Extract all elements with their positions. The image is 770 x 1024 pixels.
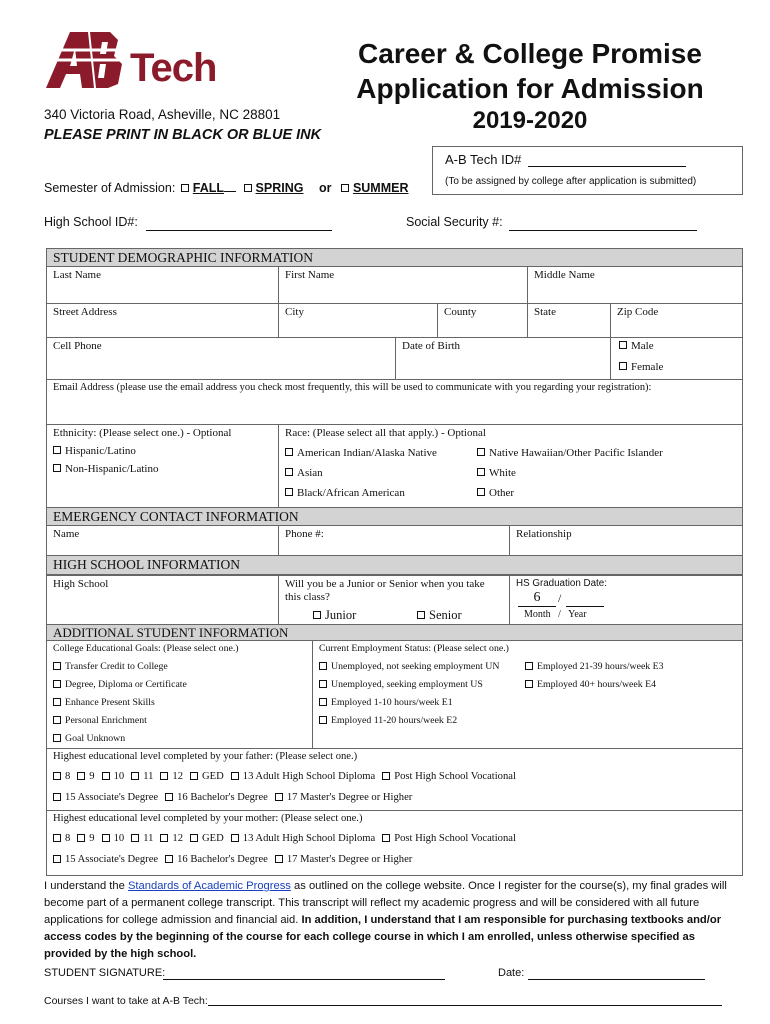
employment-e1-option[interactable]: [319, 697, 453, 708]
goal-personal-label: Personal Enrichment: [65, 715, 147, 726]
father-level-option[interactable]: [77, 771, 94, 782]
high-school-name-field[interactable]: [46, 575, 279, 625]
graduation-month-field[interactable]: 6: [518, 590, 556, 607]
goal-degree-label: Degree, Diploma or Certificate: [65, 679, 187, 690]
mother-level-label: 16 Bachelor's Degree: [177, 854, 268, 865]
goal-degree-checkbox[interactable]: [53, 680, 61, 688]
employment-us-label: Unemployed, seeking employment US: [331, 679, 483, 690]
emergency-relationship-label: Relationship: [516, 528, 572, 540]
mother-level-checkbox[interactable]: [53, 834, 61, 842]
mother-level-option[interactable]: [165, 854, 268, 865]
junior-option[interactable]: [313, 608, 356, 623]
high-school-id-field[interactable]: [146, 216, 332, 231]
employment-e3-option[interactable]: [525, 661, 664, 672]
middle-name-field[interactable]: [527, 266, 743, 304]
father-levels-row2: [53, 792, 419, 803]
form-title-line1: Career & College Promise: [358, 38, 702, 69]
employment-e2-option[interactable]: [319, 715, 457, 726]
mother-level-option[interactable]: [231, 833, 375, 844]
female-label: Female: [631, 361, 664, 373]
demographic-section-header: STUDENT DEMOGRAPHIC INFORMATION: [46, 248, 743, 267]
fall-label: FALL: [192, 181, 225, 195]
summer-checkbox[interactable]: [341, 184, 349, 192]
middle-name-label: Middle Name: [534, 269, 595, 281]
other-race-option[interactable]: [477, 487, 514, 499]
college-id-label: A-B Tech ID#: [445, 152, 522, 167]
graduation-date-slash: /: [558, 591, 562, 605]
female-checkbox[interactable]: [619, 362, 627, 370]
mother-levels-row2: [53, 854, 419, 865]
hawaiian-label: Native Hawaiian/Other Pacific Islander: [489, 447, 663, 459]
employment-e2-checkbox[interactable]: [319, 716, 327, 724]
first-name-label: First Name: [285, 269, 335, 281]
grade-level-cell: [278, 575, 510, 625]
father-level-checkbox[interactable]: [231, 772, 239, 780]
employment-e4-option[interactable]: [525, 679, 656, 690]
ethnicity-cell: [46, 424, 279, 508]
goal-skills-label: Enhance Present Skills: [65, 697, 155, 708]
ssn-field[interactable]: [509, 216, 697, 231]
additional-section-header: ADDITIONAL STUDENT INFORMATION: [46, 624, 743, 641]
county-label: County: [444, 306, 477, 318]
father-level-label: 11: [143, 771, 154, 782]
date-field[interactable]: [528, 968, 705, 980]
goal-skills-option[interactable]: [53, 697, 155, 708]
college-id-note: (To be assigned by college after application is submitted): [445, 176, 697, 187]
father-level-label: 16 Bachelor's Degree: [177, 792, 268, 803]
mother-level-checkbox[interactable]: [53, 855, 61, 863]
father-level-option[interactable]: [102, 771, 125, 782]
mother-level-option[interactable]: [382, 833, 516, 844]
father-level-option[interactable]: [53, 792, 158, 803]
white-checkbox[interactable]: [477, 468, 485, 476]
father-level-checkbox[interactable]: [53, 793, 61, 801]
emergency-relationship-field[interactable]: [509, 525, 743, 556]
graduation-date-hints: Month / Year: [524, 609, 587, 620]
agreement-text-1: I understand the: [44, 880, 125, 892]
race-cell: [278, 424, 743, 508]
goal-personal-option[interactable]: [53, 715, 147, 726]
email-field[interactable]: [46, 379, 743, 425]
summer-label: SUMMER: [352, 181, 409, 195]
junior-label: Junior: [325, 608, 357, 622]
mother-education-cell: [46, 810, 743, 876]
father-level-label: 17 Master's Degree or Higher: [286, 792, 413, 803]
white-label: White: [489, 467, 516, 479]
white-option[interactable]: [477, 467, 516, 479]
mother-level-label: 15 Associate's Degree: [65, 854, 159, 865]
employment-e2-label: Employed 11-20 hours/week E2: [331, 715, 458, 726]
city-field[interactable]: [278, 303, 438, 338]
emergency-name-label: Name: [53, 528, 80, 540]
goal-transfer-label: Transfer Credit to College: [65, 661, 168, 672]
courses-label: Courses I want to take at A-B Tech:: [44, 995, 208, 1007]
employment-e1-checkbox[interactable]: [319, 698, 327, 706]
mother-level-label: 13 Adult High School Diploma: [242, 833, 376, 844]
first-name-field[interactable]: [278, 266, 528, 304]
asian-label: Asian: [297, 467, 323, 479]
father-education-label: Highest educational level completed by your father: (Please select one.): [53, 751, 358, 762]
asian-option[interactable]: [285, 467, 323, 479]
emergency-name-field[interactable]: [46, 525, 279, 556]
month-hint: Month: [524, 609, 551, 620]
mother-level-option[interactable]: [190, 833, 224, 844]
father-level-option[interactable]: [382, 771, 516, 782]
graduation-date-cell: [509, 575, 743, 625]
male-checkbox[interactable]: [619, 341, 627, 349]
father-level-checkbox[interactable]: [382, 772, 390, 780]
mother-level-option[interactable]: [102, 833, 125, 844]
father-level-label: Post High School Vocational: [394, 771, 516, 782]
mother-education-label: Highest educational level completed by your mother: (Please select one.): [53, 813, 363, 824]
non-hispanic-checkbox[interactable]: [53, 464, 61, 472]
american-indian-label: American Indian/Alaska Native: [297, 447, 437, 459]
goal-skills-checkbox[interactable]: [53, 698, 61, 706]
or-label: or: [318, 181, 332, 195]
non-hispanic-label: Non-Hispanic/Latino: [65, 463, 159, 475]
mother-level-label: 17 Master's Degree or Higher: [286, 854, 413, 865]
father-level-checkbox[interactable]: [53, 772, 61, 780]
employment-e3-checkbox[interactable]: [525, 662, 533, 670]
employment-e4-checkbox[interactable]: [525, 680, 533, 688]
employment-cell: [312, 640, 743, 749]
father-level-label: 10: [113, 771, 125, 782]
father-level-option[interactable]: [231, 771, 375, 782]
graduation-year-field[interactable]: [566, 590, 604, 607]
agreement-text-2: as outlined on the college website. Once I register for the course(s), my final grades will become part of a permanent college transcript. This transcript will reflect my academic progress and will be considered with all future applications for college admission and financial aid.: [44, 880, 727, 926]
mother-level-label: 9: [89, 833, 95, 844]
mother-levels-row1: [53, 833, 523, 844]
year-hint: Year: [568, 609, 587, 620]
father-level-option[interactable]: [275, 792, 412, 803]
mother-level-checkbox[interactable]: [190, 834, 198, 842]
hispanic-checkbox[interactable]: [53, 446, 61, 454]
spring-label: SPRING: [255, 181, 304, 195]
hispanic-label: Hispanic/Latino: [65, 445, 136, 457]
mother-level-option[interactable]: [53, 833, 70, 844]
signature-field[interactable]: [163, 968, 445, 980]
courses-field[interactable]: [208, 995, 722, 1006]
employment-label: Current Employment Status: (Please select one.): [319, 643, 509, 654]
graduation-date-label: HS Graduation Date:: [516, 578, 607, 589]
father-levels-row1: [53, 771, 523, 782]
employment-un-option[interactable]: [319, 661, 499, 672]
father-level-option[interactable]: [131, 771, 153, 782]
father-level-option[interactable]: [53, 771, 70, 782]
college-address: 340 Victoria Road, Asheville, NC 28801: [44, 107, 281, 122]
senior-option[interactable]: [417, 608, 462, 623]
mother-level-checkbox[interactable]: [77, 834, 85, 842]
non-hispanic-option[interactable]: [53, 463, 272, 475]
goal-personal-checkbox[interactable]: [53, 716, 61, 724]
father-level-label: 8: [65, 771, 71, 782]
last-name-label: Last Name: [53, 269, 101, 281]
goal-degree-option[interactable]: [53, 679, 187, 690]
emergency-phone-label: Phone #:: [285, 528, 324, 540]
date-label: Date:: [498, 967, 525, 979]
american-indian-checkbox[interactable]: [285, 448, 293, 456]
semester-row: [44, 181, 409, 195]
city-label: City: [285, 306, 304, 318]
mother-level-label: GED: [201, 833, 224, 844]
hawaiian-checkbox[interactable]: [477, 448, 485, 456]
email-label: Email Address (please use the email address you check most frequently, this will be used to communicate with you regarding your registration):: [53, 382, 652, 393]
ab-tech-logo: [44, 26, 234, 94]
senior-label: Senior: [429, 608, 462, 622]
mother-level-option[interactable]: [53, 854, 158, 865]
agreement-text-bold: In addition, I understand that I am responsible for purchasing textbooks and/or access codes by the beginning of the course for each college course in which I am enrolled, unless otherwise specified as provided by the high school.: [44, 914, 722, 960]
goals-cell: [46, 640, 313, 749]
grade-level-question: Will you be a Junior or Senior when you take this class?: [285, 578, 485, 603]
goal-transfer-checkbox[interactable]: [53, 662, 61, 670]
zip-code-field[interactable]: [610, 303, 743, 338]
employment-e1-label: Employed 1-10 hours/week E1: [331, 697, 453, 708]
father-level-checkbox[interactable]: [165, 793, 173, 801]
employment-un-label: Unemployed, not seeking employment UN: [331, 661, 500, 672]
employment-us-checkbox[interactable]: [319, 680, 327, 688]
state-label: State: [534, 306, 556, 318]
mother-level-label: 12: [172, 833, 183, 844]
american-indian-option[interactable]: [285, 447, 437, 459]
father-level-checkbox[interactable]: [102, 772, 110, 780]
date-of-birth-label: Date of Birth: [402, 340, 461, 352]
father-level-checkbox[interactable]: [190, 772, 198, 780]
fall-checkbox[interactable]: [181, 184, 189, 192]
goals-label: College Educational Goals: (Please select one.): [53, 643, 239, 654]
male-label: Male: [631, 340, 654, 352]
mother-level-checkbox[interactable]: [165, 855, 173, 863]
race-label: Race: (Please select all that apply.) - Optional: [285, 427, 486, 439]
cell-phone-field[interactable]: [46, 337, 396, 380]
mother-level-label: Post High School Vocational: [394, 833, 516, 844]
mother-level-checkbox[interactable]: [102, 834, 110, 842]
goal-unknown-option[interactable]: [53, 733, 125, 744]
high-school-section-header: HIGH SCHOOL INFORMATION: [46, 555, 743, 575]
junior-checkbox[interactable]: [313, 611, 321, 619]
street-address-label: Street Address: [53, 306, 117, 318]
mother-level-checkbox[interactable]: [275, 855, 283, 863]
female-option[interactable]: [619, 361, 663, 373]
semester-label: Semester of Admission:: [44, 181, 176, 195]
employment-un-checkbox[interactable]: [319, 662, 327, 670]
logo-text: Tech: [130, 46, 217, 90]
signature-label: STUDENT SIGNATURE:: [44, 967, 166, 979]
father-education-cell: [46, 748, 743, 811]
male-option[interactable]: [619, 340, 654, 352]
black-label: Black/African American: [297, 487, 405, 499]
college-id-box: [432, 146, 743, 195]
hispanic-option[interactable]: [53, 445, 272, 457]
cell-phone-label: Cell Phone: [53, 340, 102, 352]
father-level-label: 9: [89, 771, 95, 782]
father-level-option[interactable]: [190, 771, 224, 782]
father-level-label: GED: [201, 771, 224, 782]
father-level-option[interactable]: [165, 792, 268, 803]
father-level-checkbox[interactable]: [77, 772, 85, 780]
ink-notice: PLEASE PRINT IN BLACK OR BLUE INK: [44, 127, 322, 143]
father-level-option[interactable]: [160, 771, 183, 782]
employment-e4-label: Employed 40+ hours/week E4: [537, 679, 656, 690]
emergency-section-header: EMERGENCY CONTACT INFORMATION: [46, 507, 743, 526]
last-name-field[interactable]: [46, 266, 279, 304]
ssn-label: Social Security #:: [406, 215, 503, 229]
father-level-label: 13 Adult High School Diploma: [242, 771, 376, 782]
other-race-checkbox[interactable]: [477, 488, 485, 496]
mother-level-label: 11: [143, 833, 154, 844]
form-year: 2019-2020: [472, 107, 588, 134]
senior-checkbox[interactable]: [417, 611, 425, 619]
street-address-field[interactable]: [46, 303, 279, 338]
county-field[interactable]: [437, 303, 528, 338]
goal-unknown-checkbox[interactable]: [53, 734, 61, 742]
mother-level-option[interactable]: [160, 833, 183, 844]
father-level-checkbox[interactable]: [131, 772, 139, 780]
black-option[interactable]: [285, 487, 405, 499]
date-of-birth-field[interactable]: [395, 337, 611, 380]
employment-e3-label: Employed 21-39 hours/week E3: [537, 661, 664, 672]
father-level-checkbox[interactable]: [275, 793, 283, 801]
mother-level-checkbox[interactable]: [160, 834, 168, 842]
zip-code-label: Zip Code: [617, 306, 659, 318]
mother-level-checkbox[interactable]: [231, 834, 239, 842]
mother-level-label: 10: [113, 833, 125, 844]
asian-checkbox[interactable]: [285, 468, 293, 476]
goal-transfer-option[interactable]: [53, 661, 168, 672]
goal-unknown-label: Goal Unknown: [65, 733, 126, 744]
standards-of-academic-progress-link[interactable]: Standards of Academic Progress: [127, 880, 291, 892]
mother-level-checkbox[interactable]: [131, 834, 139, 842]
emergency-phone-field[interactable]: [278, 525, 510, 556]
other-race-label: Other: [489, 487, 515, 499]
employment-us-option[interactable]: [319, 679, 483, 690]
mother-level-option[interactable]: [77, 833, 94, 844]
state-field[interactable]: [527, 303, 611, 338]
agreement-paragraph: [44, 878, 734, 963]
high-school-id-label: High School ID#:: [44, 215, 138, 229]
father-level-label: 15 Associate's Degree: [65, 792, 159, 803]
father-level-checkbox[interactable]: [160, 772, 168, 780]
high-school-name-label: High School: [53, 578, 109, 590]
hawaiian-option[interactable]: [477, 447, 663, 459]
mother-level-option[interactable]: [131, 833, 153, 844]
gender-cell: [610, 337, 743, 380]
father-level-label: 12: [172, 771, 183, 782]
spring-checkbox[interactable]: [244, 184, 252, 192]
black-checkbox[interactable]: [285, 488, 293, 496]
mother-level-label: 8: [65, 833, 71, 844]
ethnicity-label: Ethnicity: (Please select one.) - Optional: [53, 427, 232, 439]
college-id-field[interactable]: [528, 153, 686, 167]
mother-level-option[interactable]: [275, 854, 412, 865]
mother-level-checkbox[interactable]: [382, 834, 390, 842]
form-title-line2: Application for Admission: [356, 73, 704, 104]
